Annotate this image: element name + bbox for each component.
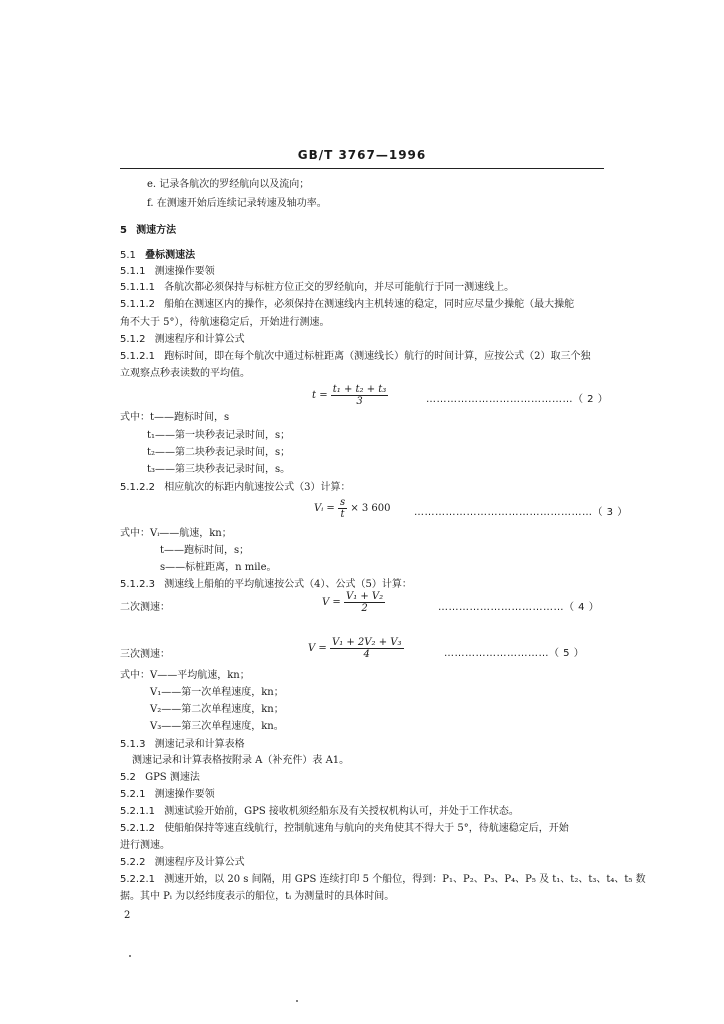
where-2-line1: t₁——第一块秒表记录时间，s； <box>147 430 291 441</box>
formula-lhs: V = <box>322 597 341 608</box>
section-number: 5.1.1 <box>120 266 146 277</box>
where-2-line3: t₃——第三块秒表记录时间，s。 <box>147 464 291 475</box>
formula-lhs: V = <box>308 643 327 654</box>
page-number: 2 <box>124 910 131 921</box>
where-2-intro: 式中：t——跑标时间，s <box>120 412 230 423</box>
formula-numerator: s <box>339 497 346 508</box>
section-5-2-1-heading <box>120 788 215 802</box>
section-number: 5.1 <box>120 250 136 261</box>
section-title: 测速操作要领 <box>154 789 215 800</box>
standard-code-header: GB/T 3767—1996 <box>297 148 427 162</box>
formula-rhs: × 3 600 <box>350 503 391 514</box>
section-number: 5.2 <box>120 772 136 783</box>
item-f: f. 在测速开始后连续记录转速及轴功率。 <box>147 198 327 209</box>
section-5-2-heading <box>120 771 200 785</box>
where-3-line2: s——标桩距离，n mile。 <box>160 562 277 573</box>
scan-speck <box>296 1000 298 1002</box>
formula-denominator: 2 <box>361 603 368 614</box>
formula-fraction <box>331 384 389 407</box>
para-5-2-2-1-line1 <box>120 873 646 887</box>
scan-speck <box>129 955 131 957</box>
paragraph-text: 测速线上船舶的平均航速按公式（4）、公式（5）计算： <box>164 579 412 590</box>
para-5-1-3: 测速记录和计算表格按附录 A（补充件）表 A1。 <box>132 755 350 766</box>
section-number: 5.2.2.1 <box>120 874 155 885</box>
paragraph-text: 使船舶保持等速直线航行，控制航速角与航向的夹角使其不得大于 5°，待航速稳定后，开始 <box>164 823 569 834</box>
section-5-1-1-heading <box>120 265 215 279</box>
formula-fraction <box>330 637 404 660</box>
para-5-2-1-2-line1 <box>120 822 569 836</box>
formula-4-label: 二次测速： <box>120 602 170 613</box>
section-number: 5.1.2.3 <box>120 579 155 590</box>
formula-fraction <box>344 591 385 614</box>
para-5-1-2-3 <box>120 578 412 592</box>
formula-lhs: t = <box>312 390 328 401</box>
section-5-2-2-heading <box>120 856 245 870</box>
para-5-1-2-1-line2: 立观察点秒表读数的平均值。 <box>120 368 250 379</box>
formula-denominator: t <box>340 509 345 520</box>
formula-5-label: 三次测速： <box>120 649 170 660</box>
formula-2 <box>312 384 388 407</box>
formula-numerator: V₁ + V₂ <box>345 591 384 602</box>
formula-numerator: t₁ + t₂ + t₃ <box>332 384 387 395</box>
section-number: 5.1.2.2 <box>120 482 155 493</box>
paragraph-text: 各航次都必须保持与标桩方位正交的罗经航向，并尽可能航行于同一测速线上。 <box>164 282 515 293</box>
where-5-line3: V₃——第三次单程速度，kn。 <box>150 721 284 732</box>
section-number: 5.2.1 <box>120 789 146 800</box>
paragraph-text: 测速试验开始前，GPS 接收机须经船东及有关授权机构认可，并处于工作状态。 <box>164 806 519 817</box>
section-number: 5.1.1.2 <box>120 299 155 310</box>
paragraph-text: 测速开始，以 20 s 间隔，用 GPS 连续打印 5 个船位，得到：P₁、P₂、P₃、P₄、P₅ 及 t₁、t₂、t₃、t₄、t₅ 数 <box>164 874 646 885</box>
section-5-heading <box>120 224 176 238</box>
section-5-1-heading <box>120 249 195 263</box>
section-number: 5.1.2 <box>120 334 146 345</box>
where-5-line1: V₁——第一次单程速度，kn； <box>150 687 284 698</box>
para-5-1-1-2-line1 <box>120 298 574 312</box>
section-title: 测速记录和计算表格 <box>154 739 245 750</box>
paragraph-text: 跑标时间，即在每个航次中通过标桩距离（测速线长）航行的时间计算，应按公式（2）取三个独 <box>164 351 591 362</box>
section-number: 5.2.1.2 <box>120 823 155 834</box>
section-title: 测速程序和计算公式 <box>154 334 245 345</box>
item-e: e. 记录各航次的罗经航向以及流向； <box>147 179 310 190</box>
formula-3-number: ……………………………………………（ 3 ） <box>414 507 628 518</box>
formula-2-number: ……………………………………（ 2 ） <box>426 394 609 405</box>
where-2-line2: t₂——第二块秒表记录时间，s； <box>147 447 291 458</box>
section-number: 5.1.3 <box>120 739 146 750</box>
section-number: 5.2.1.1 <box>120 806 155 817</box>
formula-4 <box>322 591 385 614</box>
formula-3 <box>314 497 391 520</box>
para-5-2-1-2-line2: 进行测速。 <box>120 840 170 851</box>
section-number: 5.2.2 <box>120 857 146 868</box>
section-title: 测速方法 <box>136 225 177 236</box>
section-5-1-3-heading <box>120 738 245 752</box>
formula-4-number: ………………………………（ 4 ） <box>438 602 600 613</box>
para-5-2-1-1 <box>120 805 519 819</box>
para-5-1-2-1-line1 <box>120 350 591 364</box>
para-5-1-2-2 <box>120 481 351 495</box>
section-title: 测速操作要领 <box>154 266 215 277</box>
section-number: 5.1.2.1 <box>120 351 155 362</box>
section-5-1-2-heading <box>120 333 245 347</box>
formula-numerator: V₁ + 2V₂ + V₃ <box>331 637 402 648</box>
section-number: 5.1.1.1 <box>120 282 155 293</box>
paragraph-text: 船舶在测速区内的操作，必须保持在测速线内主机转速的稳定，同时应尽量少操舵（最大操舵 <box>164 299 575 310</box>
where-5-intro: 式中：V——平均航速，kn； <box>120 670 250 681</box>
formula-fraction <box>338 497 347 520</box>
para-5-2-2-1-line2: 据。其中 Pᵢ 为以经纬度表示的船位，tᵢ 为测量时的具体时间。 <box>120 891 395 902</box>
header-rule <box>120 168 604 169</box>
para-5-1-1-1 <box>120 281 514 295</box>
para-5-1-1-2-line2: 角不大于 5°），待航速稳定后，开始进行测速。 <box>120 317 330 328</box>
section-title: GPS 测速法 <box>145 772 200 783</box>
section-title: 测速程序及计算公式 <box>154 857 245 868</box>
formula-denominator: 3 <box>356 396 363 407</box>
where-3-intro: 式中：Vᵢ——航速，kn； <box>120 528 232 539</box>
formula-denominator: 4 <box>363 649 370 660</box>
formula-lhs: Vᵢ = <box>314 503 335 514</box>
paragraph-text: 相应航次的标距内航速按公式（3）计算： <box>164 482 351 493</box>
formula-5-number: …………………………（ 5 ） <box>444 648 585 659</box>
where-5-line2: V₂——第二次单程速度，kn； <box>150 704 284 715</box>
formula-5 <box>308 637 404 660</box>
section-title: 叠标测速法 <box>145 250 196 261</box>
where-3-line1: t——跑标时间，s； <box>160 545 250 556</box>
section-number: 5 <box>120 225 127 236</box>
